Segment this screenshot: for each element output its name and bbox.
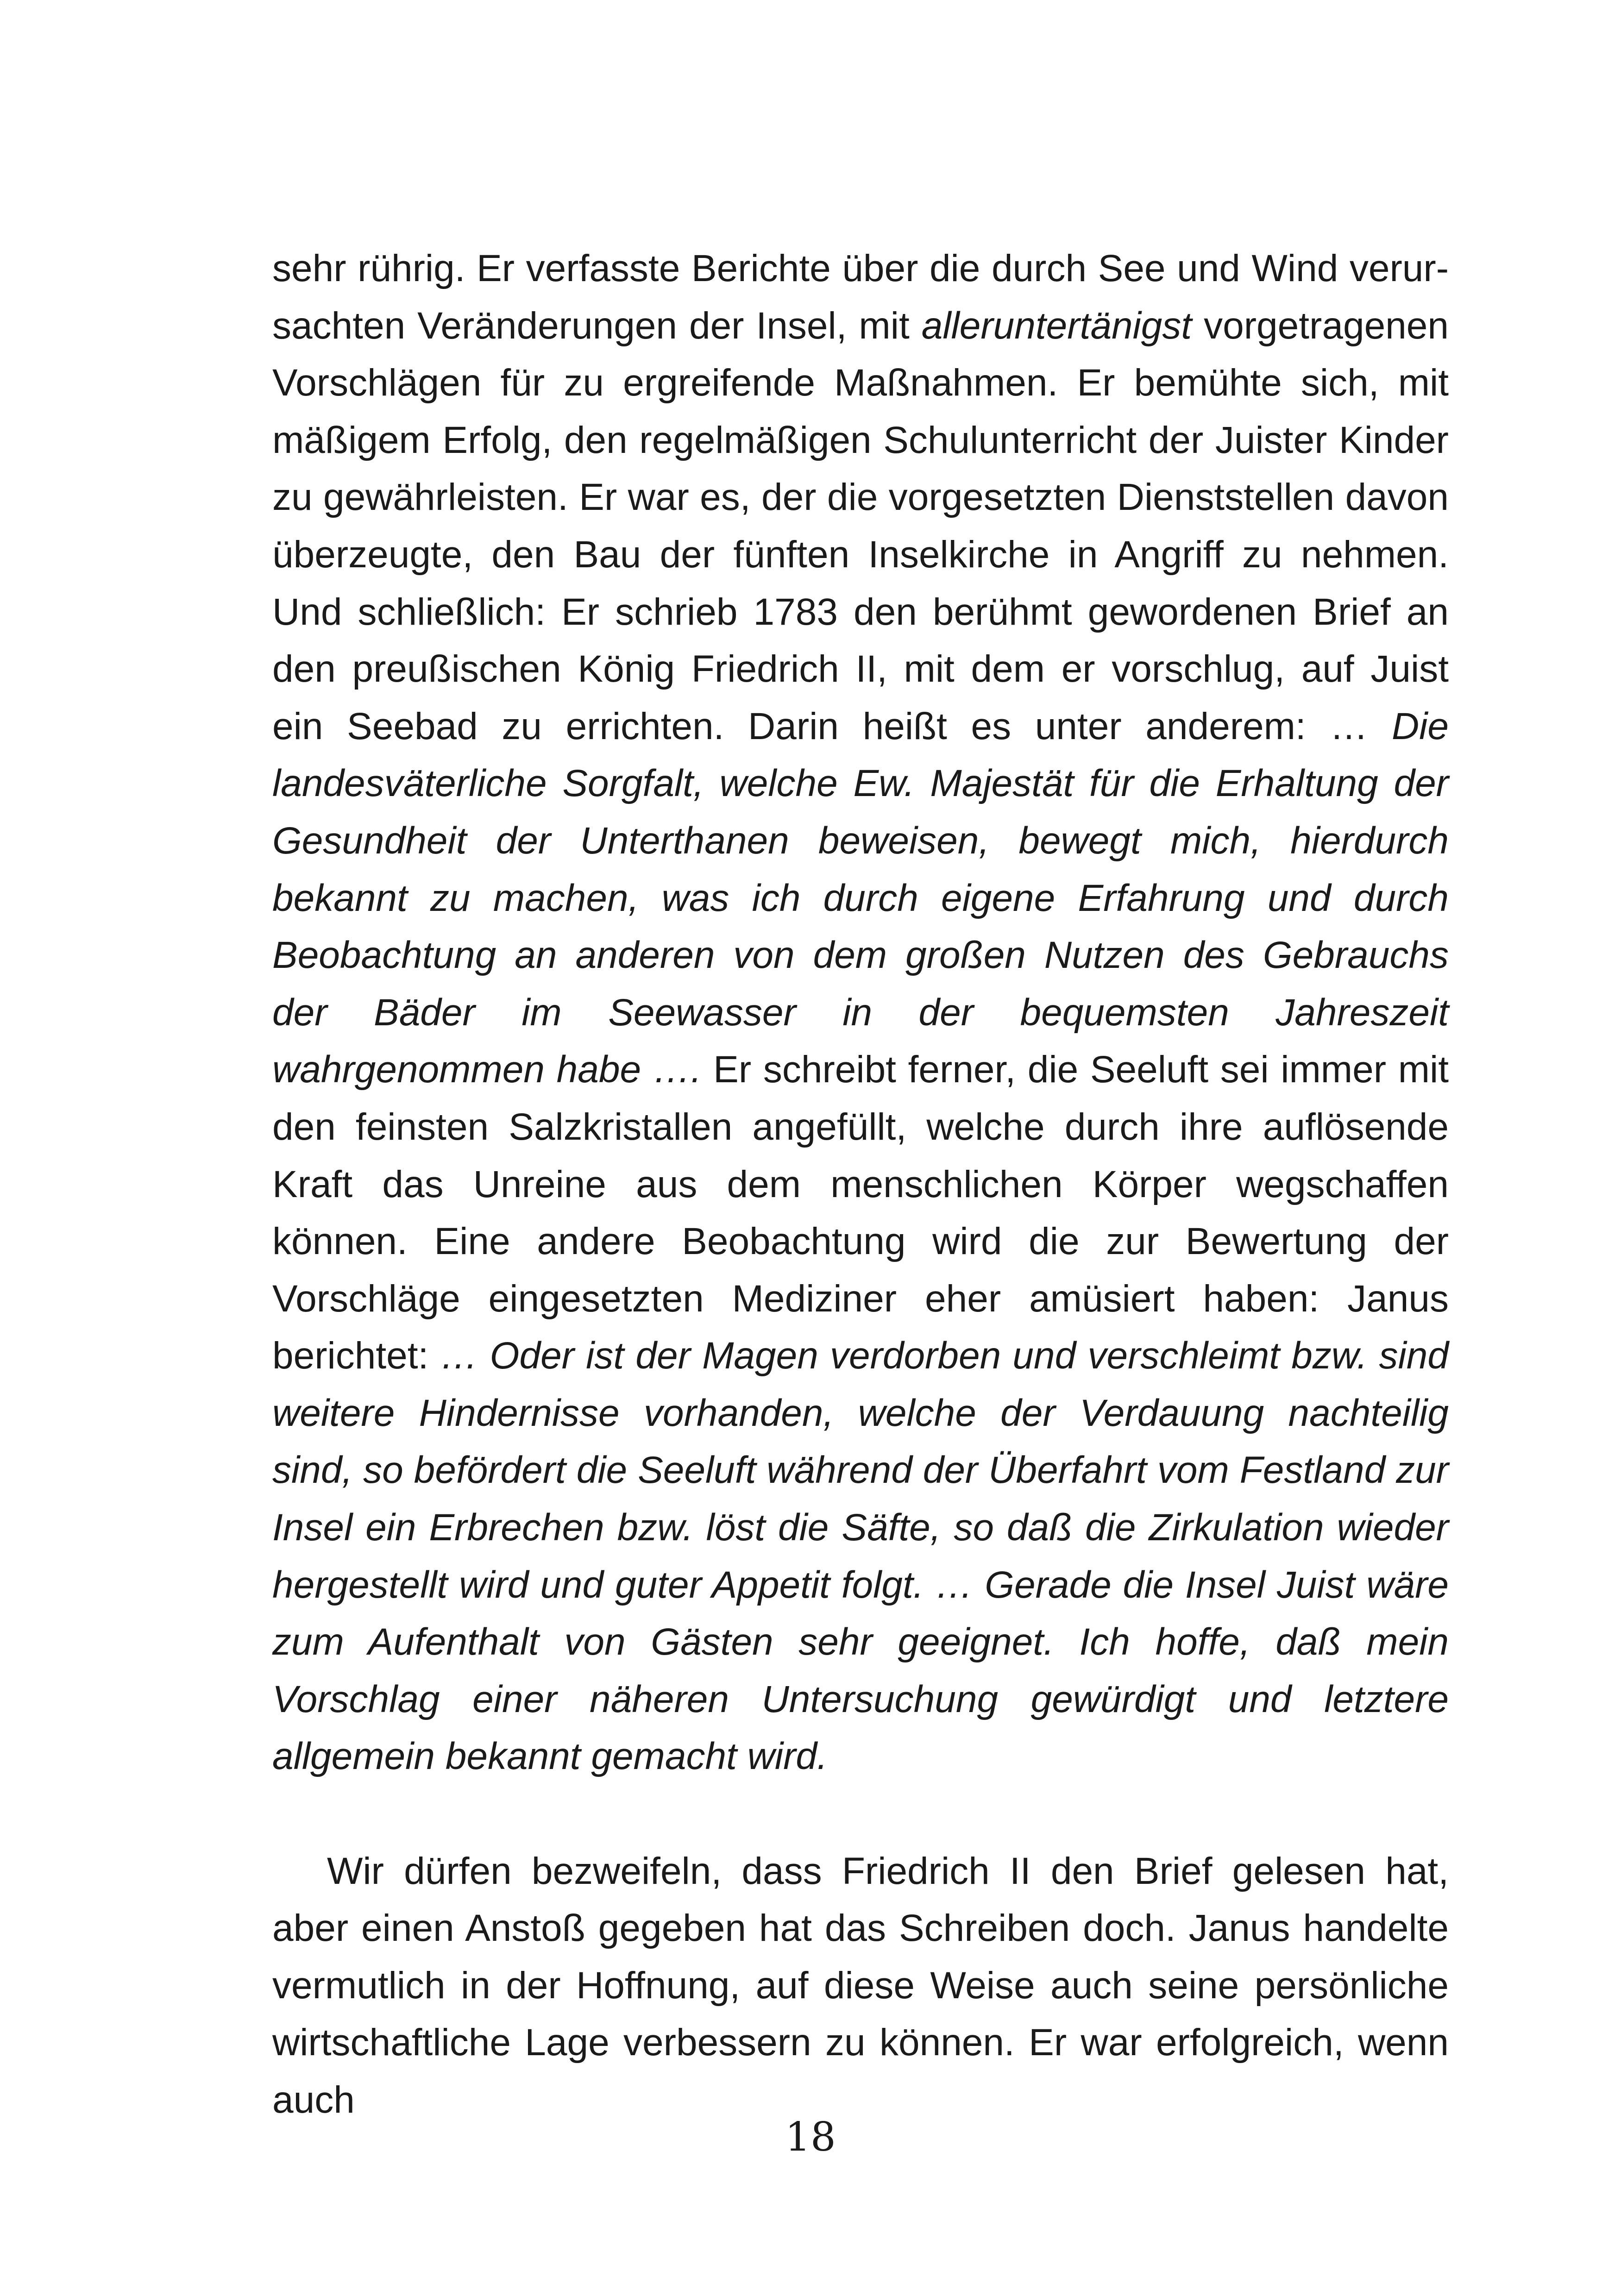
paragraph-1-emphasis-alleruntertaenigst: alleruntertänigst: [921, 304, 1192, 347]
page-number: 18: [785, 2114, 836, 2160]
body-text: [272, 240, 1449, 2129]
paragraph-1: [272, 240, 1449, 1785]
paragraph-1-text-c: Er schreibt ferner, die Seeluft sei immer mit den feinsten Salzkristallen angefüllt, welche durch ihre auflösende Kraft das Unreine aus dem menschlichen Körper wegschaffen können. Eine andere Beobachtung wird die zur Bewertung der Vorschläge eingesetzten Mediziner eher amüsiert haben: Janus berichtet:: [272, 1048, 1449, 1377]
paragraph-2: Wir dürfen bezweifeln, dass Friedrich II den Brief gelesen hat, aber einen Anstoß gegeben hat das Schreiben doch. Janus handelte vermutlich in der Hoffnung, auf diese Weise auch seine persönliche wirtschaftliche Lage verbessern zu können. Er war erfolgreich, wenn auch: [272, 1850, 1449, 2121]
paragraph-1-text-a: sehr rührig. Er verfasste Berichte über die durch See und Wind verursachten Veränderungen der Insel, mit: [272, 247, 1449, 347]
letter-quote-2: … Oder ist der Magen verdorben und verschleimt bzw. sind weitere Hindernisse vorhanden, welche der Verdauung nachteilig sind, so befördert die Seeluft während der Überfahrt vom Festland zur Insel ein Erbrechen bzw. löst die Säfte, so daß die Zirkulation wieder hergestellt wird und guter Appetit folgt. … Gerade die Insel Juist wäre zum Aufenthalt von Gästen sehr geeignet. Ich hoffe, daß mein Vorschlag einer näheren Untersuchung gewürdigt und letztere allgemein bekannt gemacht wird.: [272, 1335, 1449, 1778]
paragraph-1-text-b: vorgetragenen Vorschlägen für zu ergreifende Maßnahmen. Er bemühte sich, mit mäßigem Erfolg, den regelmäßigen Schulunterricht der Juister Kinder zu gewährleisten. Er war es, der die vorgesetzten Dienststellen davon überzeugte, den Bau der fünften Inselkirche in Angriff zu nehmen. Und schließlich: Er schrieb 1783 den berühmt gewordenen Brief an den preußischen König Friedrich II, mit dem er vorschlug, auf Juist ein Seebad zu errichten. Darin heißt es unter anderem: …: [272, 304, 1449, 747]
letter-quote-1: Die landesväterliche Sorgfalt, welche Ew. Majestät für die Erhaltung der Gesundheit der Unterthanen beweisen, bewegt mich, hierdurch bekannt zu machen, was ich durch eigene Erfahrung und durch Beobachtung an anderen von dem großen Nutzen des Gebrauchs der Bäder im Seewasser in der bequemsten Jahreszeit wahrgenommen habe ….: [272, 705, 1449, 1091]
